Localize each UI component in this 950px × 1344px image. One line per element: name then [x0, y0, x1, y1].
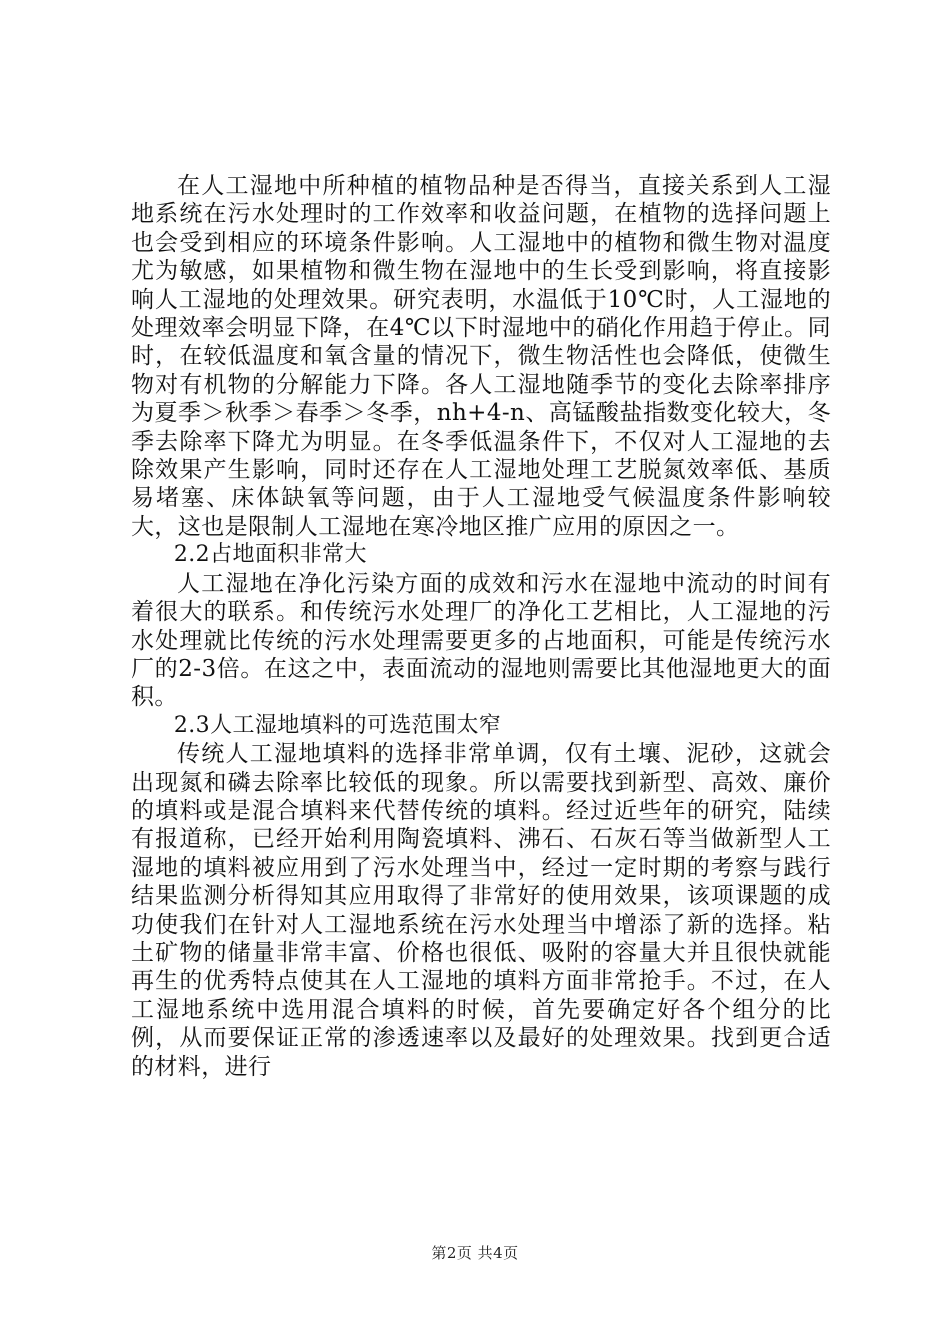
page-number-footer: 第2页 共4页: [431, 1244, 519, 1262]
section-heading-2-3: 2.3人工湿地填料的可选范围太窄: [173, 712, 502, 738]
section-heading-2-2: 2.2占地面积非常大: [173, 542, 367, 568]
paragraph-filler-materials: 传统人工湿地填料的选择非常单调，仅有土壤、泥砂，这就会出现氮和磷去除率比较低的现象。所以需要找到新型、高效、廉价的填料或是混合填料来代替传统的填料。经过近些年的研究，陆续有报道称，已经开始利用陶瓷填料、沸石、石灰石等当做新型人工湿地的填料被应用到了污水处理当中，经过一定时期的考察与践行结果监测分析得知其应用取得了非常好的使用效果，该项课题的成功使我们在针对人工湿地系统在污水处理当中增添了新的选择。粘土矿物的储量非常丰富、价格也很低、吸附的容量大并且很快就能再生的优秀特点使其在人工湿地的填料方面非常抢手。不过，在人工湿地系统中选用混合填料的时候，首先要确定好各个组分的比例，从而要保证正常的渗透速率以及最好的处理效果。找到更合适的材料，进行: [131, 741, 831, 1080]
paragraph-plant-temperature: 在人工湿地中所种植的植物品种是否得当，直接关系到人工湿地系统在污水处理时的工作效率和收益问题，在植物的选择问题上也会受到相应的环境条件影响。人工湿地中的植物和微生物对温度尤为敏感，如果植物和微生物在湿地中的生长受到影响，将直接影响人工湿地的处理效果。研究表明，水温低于10℃时，人工湿地的处理效率会明显下降，在4℃以下时湿地中的硝化作用趋于停止。同时，在较低温度和氧含量的情况下，微生物活性也会降低，使微生物对有机物的分解能力下降。各人工湿地随季节的变化去除率排序为夏季＞秋季＞春季＞冬季，nh+4-n、高锰酸盐指数变化较大，冬季去除率下降尤为明显。在冬季低温条件下，不仅对人工湿地的去除效果产生影响，同时还存在人工湿地处理工艺脱氮效率低、基质易堵塞、床体缺氧等问题，由于人工湿地受气候温度条件影响较大，这也是限制人工湿地在寒冷地区推广应用的原因之一。: [131, 173, 831, 540]
document-body: [131, 172, 831, 1081]
paragraph-land-area: 人工湿地在净化污染方面的成效和污水在湿地中流动的时间有着很大的联系。和传统污水处理厂的净化工艺相比，人工湿地的污水处理就比传统的污水处理需要更多的占地面积，可能是传统污水厂的2-3倍。在这之中，表面流动的湿地则需要比其他湿地更大的面积。: [131, 570, 831, 711]
